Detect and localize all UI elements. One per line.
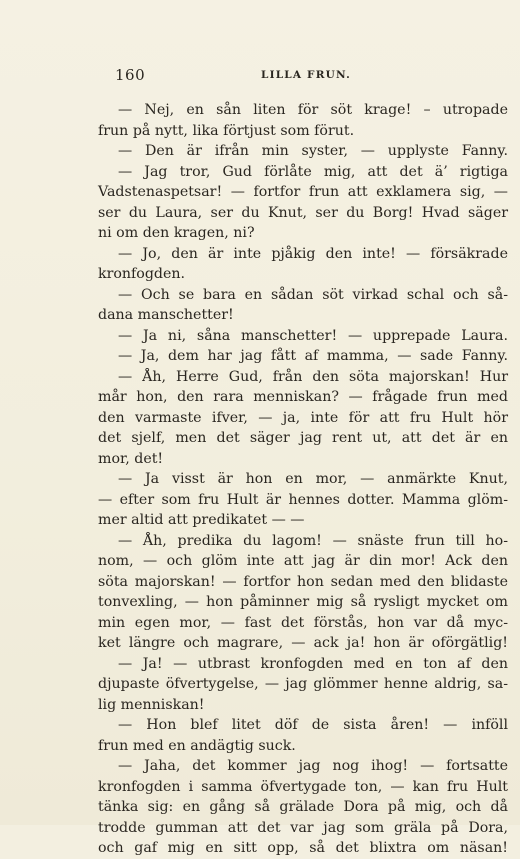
- text-line: och gaf mig en sitt opp, så det blixtra om näsan!: [98, 840, 508, 856]
- running-title: LILLA FRUN.: [261, 69, 351, 81]
- page-number: 160: [115, 66, 146, 84]
- text-line: — Jag tror, Gud förlåte mig, att det ä’ rigtiga: [118, 163, 508, 180]
- text-line: trodde gumman att det var jag som gräla på Dora,: [98, 819, 508, 836]
- text-line: — Jo, den är inte pjåkig den inte! — försäkrade: [118, 245, 508, 262]
- text-line: nom, — och glöm inte att jag är din mor! Ack den: [98, 553, 508, 569]
- text-line: kronfogden i samma öfvertygade ton, — kan fru Hult: [98, 778, 508, 795]
- text-line: min egen mor, — fast det förstås, hon var då myc-: [98, 614, 508, 631]
- text-line: frun med en andägtig suck.: [98, 737, 296, 754]
- text-line: — Ja visst är hon en mor, — anmärkte Knut,: [118, 471, 508, 487]
- text-line: — Åh, predika du lagom! — snäste frun till ho-: [118, 532, 508, 549]
- text-line: dana manschetter!: [98, 307, 234, 323]
- text-line: djupaste öfvertygelse, — jag glömmer henne aldrig, sa-: [98, 676, 508, 692]
- text-line: — Ja! — utbrast kronfogden med en ton af den: [118, 655, 508, 672]
- text-line: — Nej, en sån liten för söt krage! – utropade: [118, 102, 508, 118]
- text-line: lig menniskan!: [98, 696, 205, 713]
- text-line: ni om den kragen, ni?: [98, 225, 255, 241]
- text-line: — Och se bara en sådan söt virkad schal och så-: [118, 286, 508, 303]
- text-line: mer altid att predikatet — —: [98, 512, 305, 528]
- text-line: frun på nytt, lika förtjust som förut.: [98, 122, 355, 139]
- text-line: — Den är ifrån min syster, — upplyste Fanny.: [118, 143, 508, 159]
- text-line: — Åh, Herre Gud, från den söta majorskan! Hur: [118, 368, 508, 385]
- text-line: det sjelf, men det säger jag rent ut, att det är en: [98, 430, 508, 446]
- text-line: tonvexling, — hon påminner mig så rysligt mycket om: [98, 594, 508, 610]
- text-line: söta majorskan! — fortfor hon sedan med den blidaste: [98, 573, 508, 590]
- text-line: Vadstenaspetsar! — fortfor frun att exklamera sig, —: [98, 184, 508, 200]
- text-line: — Jaha, det kommer jag nog ihog! — fortsatte: [118, 758, 508, 774]
- text-line: mor, det!: [98, 450, 164, 467]
- text-line: tänka sig: en gång så grälade Dora på mig, och då: [98, 799, 508, 815]
- text-line: mår hon, den rara menniskan? — frågade frun med: [98, 389, 508, 405]
- text-line: — Ja ni, såna manschetter! — upprepade Laura.: [118, 327, 508, 344]
- text-line: den varmaste ifver, — ja, inte för att fru Hult hör: [98, 409, 508, 426]
- text-line: kronfogden.: [98, 266, 186, 282]
- text-line: — Hon blef litet döf de sista åren! — inföll: [118, 717, 508, 733]
- text-line: ket längre och magrare, — ack ja! hon är oförgätlig!: [98, 635, 508, 651]
- page-header: [115, 66, 410, 88]
- body-text: [98, 100, 508, 859]
- text-line: — efter som fru Hult är hennes dotter. Mamma glöm-: [98, 491, 508, 508]
- text-line: — Ja, dem har jag fått af mamma, — sade Fanny.: [118, 348, 508, 364]
- text-line: ser du Laura, ser du Knut, ser du Borg! Hvad säger: [98, 204, 508, 221]
